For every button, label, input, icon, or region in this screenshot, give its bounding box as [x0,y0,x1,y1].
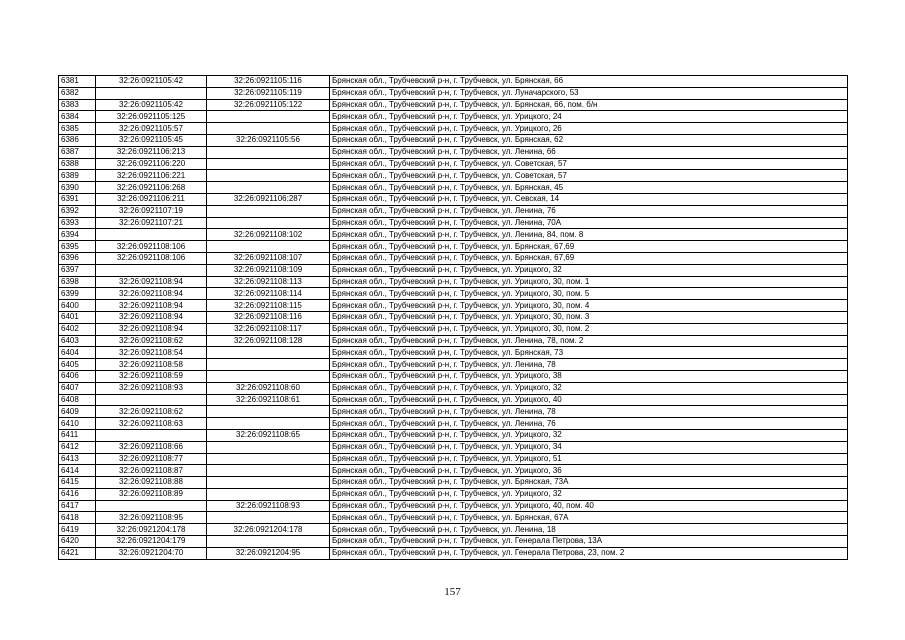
related-cadastral-number-cell [207,123,330,135]
cadastral-number-cell: 32:26:0921108:106 [96,241,207,253]
table-row [59,406,848,418]
table-row [59,111,848,123]
row-number-cell: 6383 [59,99,96,111]
address-cell: Брянская обл., Трубчевский р-н, г. Трубчевск, ул. Ленина, 66 [330,146,848,158]
table-row [59,76,848,88]
related-cadastral-number-cell: 32:26:0921105:56 [207,134,330,146]
registry-table-body [59,76,848,560]
address-cell: Брянская обл., Трубчевский р-н, г. Трубчевск, ул. Луначарского, 53 [330,87,848,99]
related-cadastral-number-cell: 32:26:0921108:109 [207,264,330,276]
address-cell: Брянская обл., Трубчевский р-н, г. Трубчевск, ул. Ленина, 76 [330,418,848,430]
row-number-cell: 6396 [59,252,96,264]
address-cell: Брянская обл., Трубчевский р-н, г. Трубчевск, ул. Ленина, 70А [330,217,848,229]
cadastral-number-cell: 32:26:0921105:42 [96,99,207,111]
cadastral-number-cell: 32:26:0921204:178 [96,524,207,536]
related-cadastral-number-cell: 32:26:0921108:65 [207,429,330,441]
cadastral-number-cell: 32:26:0921106:220 [96,158,207,170]
cadastral-number-cell: 32:26:0921108:106 [96,252,207,264]
cadastral-number-cell: 32:26:0921204:179 [96,536,207,548]
related-cadastral-number-cell [207,158,330,170]
row-number-cell: 6394 [59,229,96,241]
address-cell: Брянская обл., Трубчевский р-н, г. Трубчевск, ул. Генерала Петрова, 23, пом. 2 [330,547,848,559]
row-number-cell: 6409 [59,406,96,418]
related-cadastral-number-cell: 32:26:0921108:107 [207,252,330,264]
related-cadastral-number-cell: 32:26:0921108:116 [207,311,330,323]
table-row [59,87,848,99]
page-number: 157 [444,586,461,598]
cadastral-number-cell: 32:26:0921108:95 [96,512,207,524]
row-number-cell: 6385 [59,123,96,135]
address-cell: Брянская обл., Трубчевский р-н, г. Трубчевск, ул. Урицкого, 32 [330,382,848,394]
cadastral-number-cell: 32:26:0921108:54 [96,347,207,359]
address-cell: Брянская обл., Трубчевский р-н, г. Трубчевск, ул. Брянская, 67,69 [330,252,848,264]
row-number-cell: 6386 [59,134,96,146]
cadastral-number-cell: 32:26:0921105:45 [96,134,207,146]
cadastral-number-cell: 32:26:0921107:21 [96,217,207,229]
row-number-cell: 6392 [59,205,96,217]
table-row [59,536,848,548]
related-cadastral-number-cell: 32:26:0921106:287 [207,193,330,205]
table-row [59,465,848,477]
cadastral-number-cell: 32:26:0921105:42 [96,76,207,88]
related-cadastral-number-cell: 32:26:0921108:60 [207,382,330,394]
cadastral-number-cell: 32:26:0921108:77 [96,453,207,465]
cadastral-number-cell: 32:26:0921108:66 [96,441,207,453]
address-cell: Брянская обл., Трубчевский р-н, г. Трубчевск, ул. Брянская, 73 [330,347,848,359]
related-cadastral-number-cell [207,536,330,548]
related-cadastral-number-cell: 32:26:0921108:102 [207,229,330,241]
address-cell: Брянская обл., Трубчевский р-н, г. Трубчевск, ул. Брянская, 73А [330,477,848,489]
table-row [59,288,848,300]
related-cadastral-number-cell [207,418,330,430]
address-cell: Брянская обл., Трубчевский р-н, г. Трубчевск, ул. Урицкого, 32 [330,264,848,276]
row-number-cell: 6418 [59,512,96,524]
row-number-cell: 6411 [59,429,96,441]
row-number-cell: 6408 [59,394,96,406]
related-cadastral-number-cell [207,182,330,194]
address-cell: Брянская обл., Трубчевский р-н, г. Трубчевск, ул. Ленина, 18 [330,524,848,536]
cadastral-registry-table [58,75,848,560]
address-cell: Брянская обл., Трубчевский р-н, г. Трубчевск, ул. Севская, 14 [330,193,848,205]
related-cadastral-number-cell [207,370,330,382]
related-cadastral-number-cell: 32:26:0921108:61 [207,394,330,406]
cadastral-number-cell: 32:26:0921106:211 [96,193,207,205]
table-row [59,418,848,430]
row-number-cell: 6401 [59,311,96,323]
row-number-cell: 6404 [59,347,96,359]
related-cadastral-number-cell [207,477,330,489]
table-row [59,276,848,288]
related-cadastral-number-cell: 32:26:0921108:113 [207,276,330,288]
related-cadastral-number-cell: 32:26:0921204:178 [207,524,330,536]
cadastral-number-cell: 32:26:0921106:221 [96,170,207,182]
related-cadastral-number-cell [207,170,330,182]
related-cadastral-number-cell [207,205,330,217]
table-row [59,335,848,347]
row-number-cell: 6415 [59,477,96,489]
address-cell: Брянская обл., Трубчевский р-н, г. Трубчевск, ул. Советская, 57 [330,158,848,170]
related-cadastral-number-cell [207,488,330,500]
table-row [59,99,848,111]
address-cell: Брянская обл., Трубчевский р-н, г. Трубчевск, ул. Урицкого, 34 [330,441,848,453]
table-row [59,241,848,253]
table-row [59,453,848,465]
table-row [59,264,848,276]
row-number-cell: 6414 [59,465,96,477]
address-cell: Брянская обл., Трубчевский р-н, г. Трубчевск, ул. Урицкого, 26 [330,123,848,135]
row-number-cell: 6403 [59,335,96,347]
row-number-cell: 6389 [59,170,96,182]
cadastral-number-cell: 32:26:0921108:88 [96,477,207,489]
cadastral-number-cell: 32:26:0921204:70 [96,547,207,559]
cadastral-number-cell: 32:26:0921108:62 [96,335,207,347]
table-row [59,323,848,335]
cadastral-number-cell: 32:26:0921108:93 [96,382,207,394]
cadastral-number-cell [96,264,207,276]
cadastral-number-cell: 32:26:0921108:89 [96,488,207,500]
cadastral-number-cell: 32:26:0921108:59 [96,370,207,382]
table-row [59,441,848,453]
related-cadastral-number-cell: 32:26:0921108:115 [207,300,330,312]
row-number-cell: 6388 [59,158,96,170]
related-cadastral-number-cell: 32:26:0921108:128 [207,335,330,347]
address-cell: Брянская обл., Трубчевский р-н, г. Трубчевск, ул. Урицкого, 51 [330,453,848,465]
address-cell: Брянская обл., Трубчевский р-н, г. Трубчевск, ул. Брянская, 66 [330,76,848,88]
cadastral-number-cell [96,500,207,512]
table-row [59,134,848,146]
cadastral-number-cell: 32:26:0921108:58 [96,359,207,371]
table-row [59,252,848,264]
cadastral-number-cell: 32:26:0921108:94 [96,311,207,323]
address-cell: Брянская обл., Трубчевский р-н, г. Трубчевск, ул. Ленина, 78 [330,359,848,371]
address-cell: Брянская обл., Трубчевский р-н, г. Трубчевск, ул. Урицкого, 24 [330,111,848,123]
row-number-cell: 6398 [59,276,96,288]
cadastral-number-cell: 32:26:0921108:63 [96,418,207,430]
related-cadastral-number-cell [207,406,330,418]
address-cell: Брянская обл., Трубчевский р-н, г. Трубчевск, ул. Урицкого, 40 [330,394,848,406]
address-cell: Брянская обл., Трубчевский р-н, г. Трубчевск, ул. Ленина, 78 [330,406,848,418]
address-cell: Брянская обл., Трубчевский р-н, г. Трубчевск, ул. Ленина, 76 [330,205,848,217]
table-row [59,158,848,170]
row-number-cell: 6381 [59,76,96,88]
cadastral-number-cell: 32:26:0921106:268 [96,182,207,194]
address-cell: Брянская обл., Трубчевский р-н, г. Трубчевск, ул. Урицкого, 38 [330,370,848,382]
cadastral-number-cell: 32:26:0921108:87 [96,465,207,477]
row-number-cell: 6393 [59,217,96,229]
cadastral-number-cell: 32:26:0921105:125 [96,111,207,123]
row-number-cell: 6419 [59,524,96,536]
cadastral-number-cell: 32:26:0921108:94 [96,288,207,300]
table-row [59,311,848,323]
row-number-cell: 6420 [59,536,96,548]
cadastral-number-cell: 32:26:0921108:62 [96,406,207,418]
table-row [59,146,848,158]
related-cadastral-number-cell: 32:26:0921105:119 [207,87,330,99]
cadastral-number-cell [96,87,207,99]
address-cell: Брянская обл., Трубчевский р-н, г. Трубчевск, ул. Урицкого, 40, пом. 40 [330,500,848,512]
row-number-cell: 6382 [59,87,96,99]
address-cell: Брянская обл., Трубчевский р-н, г. Трубчевск, ул. Урицкого, 30, пом. 5 [330,288,848,300]
related-cadastral-number-cell: 32:26:0921105:122 [207,99,330,111]
table-row [59,500,848,512]
table-row [59,193,848,205]
related-cadastral-number-cell [207,465,330,477]
address-cell: Брянская обл., Трубчевский р-н, г. Трубчевск, ул. Урицкого, 30, пом. 2 [330,323,848,335]
row-number-cell: 6387 [59,146,96,158]
cadastral-number-cell [96,394,207,406]
related-cadastral-number-cell [207,453,330,465]
table-row [59,300,848,312]
address-cell: Брянская обл., Трубчевский р-н, г. Трубчевск, ул. Урицкого, 32 [330,429,848,441]
address-cell: Брянская обл., Трубчевский р-н, г. Трубчевск, ул. Урицкого, 32 [330,488,848,500]
related-cadastral-number-cell: 32:26:0921105:116 [207,76,330,88]
cadastral-number-cell: 32:26:0921105:57 [96,123,207,135]
table-row [59,182,848,194]
row-number-cell: 6397 [59,264,96,276]
table-row [59,488,848,500]
cadastral-number-cell: 32:26:0921107:19 [96,205,207,217]
cadastral-number-cell: 32:26:0921106:213 [96,146,207,158]
row-number-cell: 6407 [59,382,96,394]
table-row [59,477,848,489]
address-cell: Брянская обл., Трубчевский р-н, г. Трубчевск, ул. Урицкого, 30, пом. 4 [330,300,848,312]
related-cadastral-number-cell: 32:26:0921108:93 [207,500,330,512]
table-row [59,429,848,441]
address-cell: Брянская обл., Трубчевский р-н, г. Трубчевск, ул. Урицкого, 30, пом. 3 [330,311,848,323]
table-row [59,229,848,241]
table-row [59,370,848,382]
address-cell: Брянская обл., Трубчевский р-н, г. Трубчевск, ул. Урицкого, 30, пом. 1 [330,276,848,288]
cadastral-number-cell: 32:26:0921108:94 [96,276,207,288]
row-number-cell: 6395 [59,241,96,253]
related-cadastral-number-cell [207,111,330,123]
table-row [59,123,848,135]
table-row [59,382,848,394]
row-number-cell: 6390 [59,182,96,194]
address-cell: Брянская обл., Трубчевский р-н, г. Трубчевск, ул. Брянская, 67А [330,512,848,524]
cadastral-number-cell [96,429,207,441]
address-cell: Брянская обл., Трубчевский р-н, г. Трубчевск, ул. Советская, 57 [330,170,848,182]
row-number-cell: 6421 [59,547,96,559]
related-cadastral-number-cell [207,241,330,253]
table-row [59,217,848,229]
address-cell: Брянская обл., Трубчевский р-н, г. Трубчевск, ул. Генерала Петрова, 13А [330,536,848,548]
address-cell: Брянская обл., Трубчевский р-н, г. Трубчевск, ул. Брянская, 66, пом. б/н [330,99,848,111]
related-cadastral-number-cell: 32:26:0921204:95 [207,547,330,559]
address-cell: Брянская обл., Трубчевский р-н, г. Трубчевск, ул. Ленина, 84, пом. 8 [330,229,848,241]
related-cadastral-number-cell [207,441,330,453]
related-cadastral-number-cell: 32:26:0921108:114 [207,288,330,300]
address-cell: Брянская обл., Трубчевский р-н, г. Трубчевск, ул. Урицкого, 36 [330,465,848,477]
row-number-cell: 6410 [59,418,96,430]
cadastral-number-cell: 32:26:0921108:94 [96,300,207,312]
row-number-cell: 6405 [59,359,96,371]
row-number-cell: 6412 [59,441,96,453]
address-cell: Брянская обл., Трубчевский р-н, г. Трубчевск, ул. Брянская, 45 [330,182,848,194]
related-cadastral-number-cell: 32:26:0921108:117 [207,323,330,335]
table-row [59,524,848,536]
row-number-cell: 6400 [59,300,96,312]
related-cadastral-number-cell [207,146,330,158]
cadastral-number-cell [96,229,207,241]
address-cell: Брянская обл., Трубчевский р-н, г. Трубчевск, ул. Брянская, 62 [330,134,848,146]
related-cadastral-number-cell [207,359,330,371]
row-number-cell: 6391 [59,193,96,205]
row-number-cell: 6399 [59,288,96,300]
table-row [59,547,848,559]
related-cadastral-number-cell [207,217,330,229]
row-number-cell: 6384 [59,111,96,123]
related-cadastral-number-cell [207,347,330,359]
address-cell: Брянская обл., Трубчевский р-н, г. Трубчевск, ул. Брянская, 67,69 [330,241,848,253]
table-row [59,205,848,217]
table-row [59,170,848,182]
table-row [59,394,848,406]
table-row [59,512,848,524]
related-cadastral-number-cell [207,512,330,524]
row-number-cell: 6417 [59,500,96,512]
cadastral-number-cell: 32:26:0921108:94 [96,323,207,335]
row-number-cell: 6406 [59,370,96,382]
row-number-cell: 6413 [59,453,96,465]
row-number-cell: 6416 [59,488,96,500]
table-row [59,347,848,359]
table-row [59,359,848,371]
address-cell: Брянская обл., Трубчевский р-н, г. Трубчевск, ул. Ленина, 78, пом. 2 [330,335,848,347]
row-number-cell: 6402 [59,323,96,335]
